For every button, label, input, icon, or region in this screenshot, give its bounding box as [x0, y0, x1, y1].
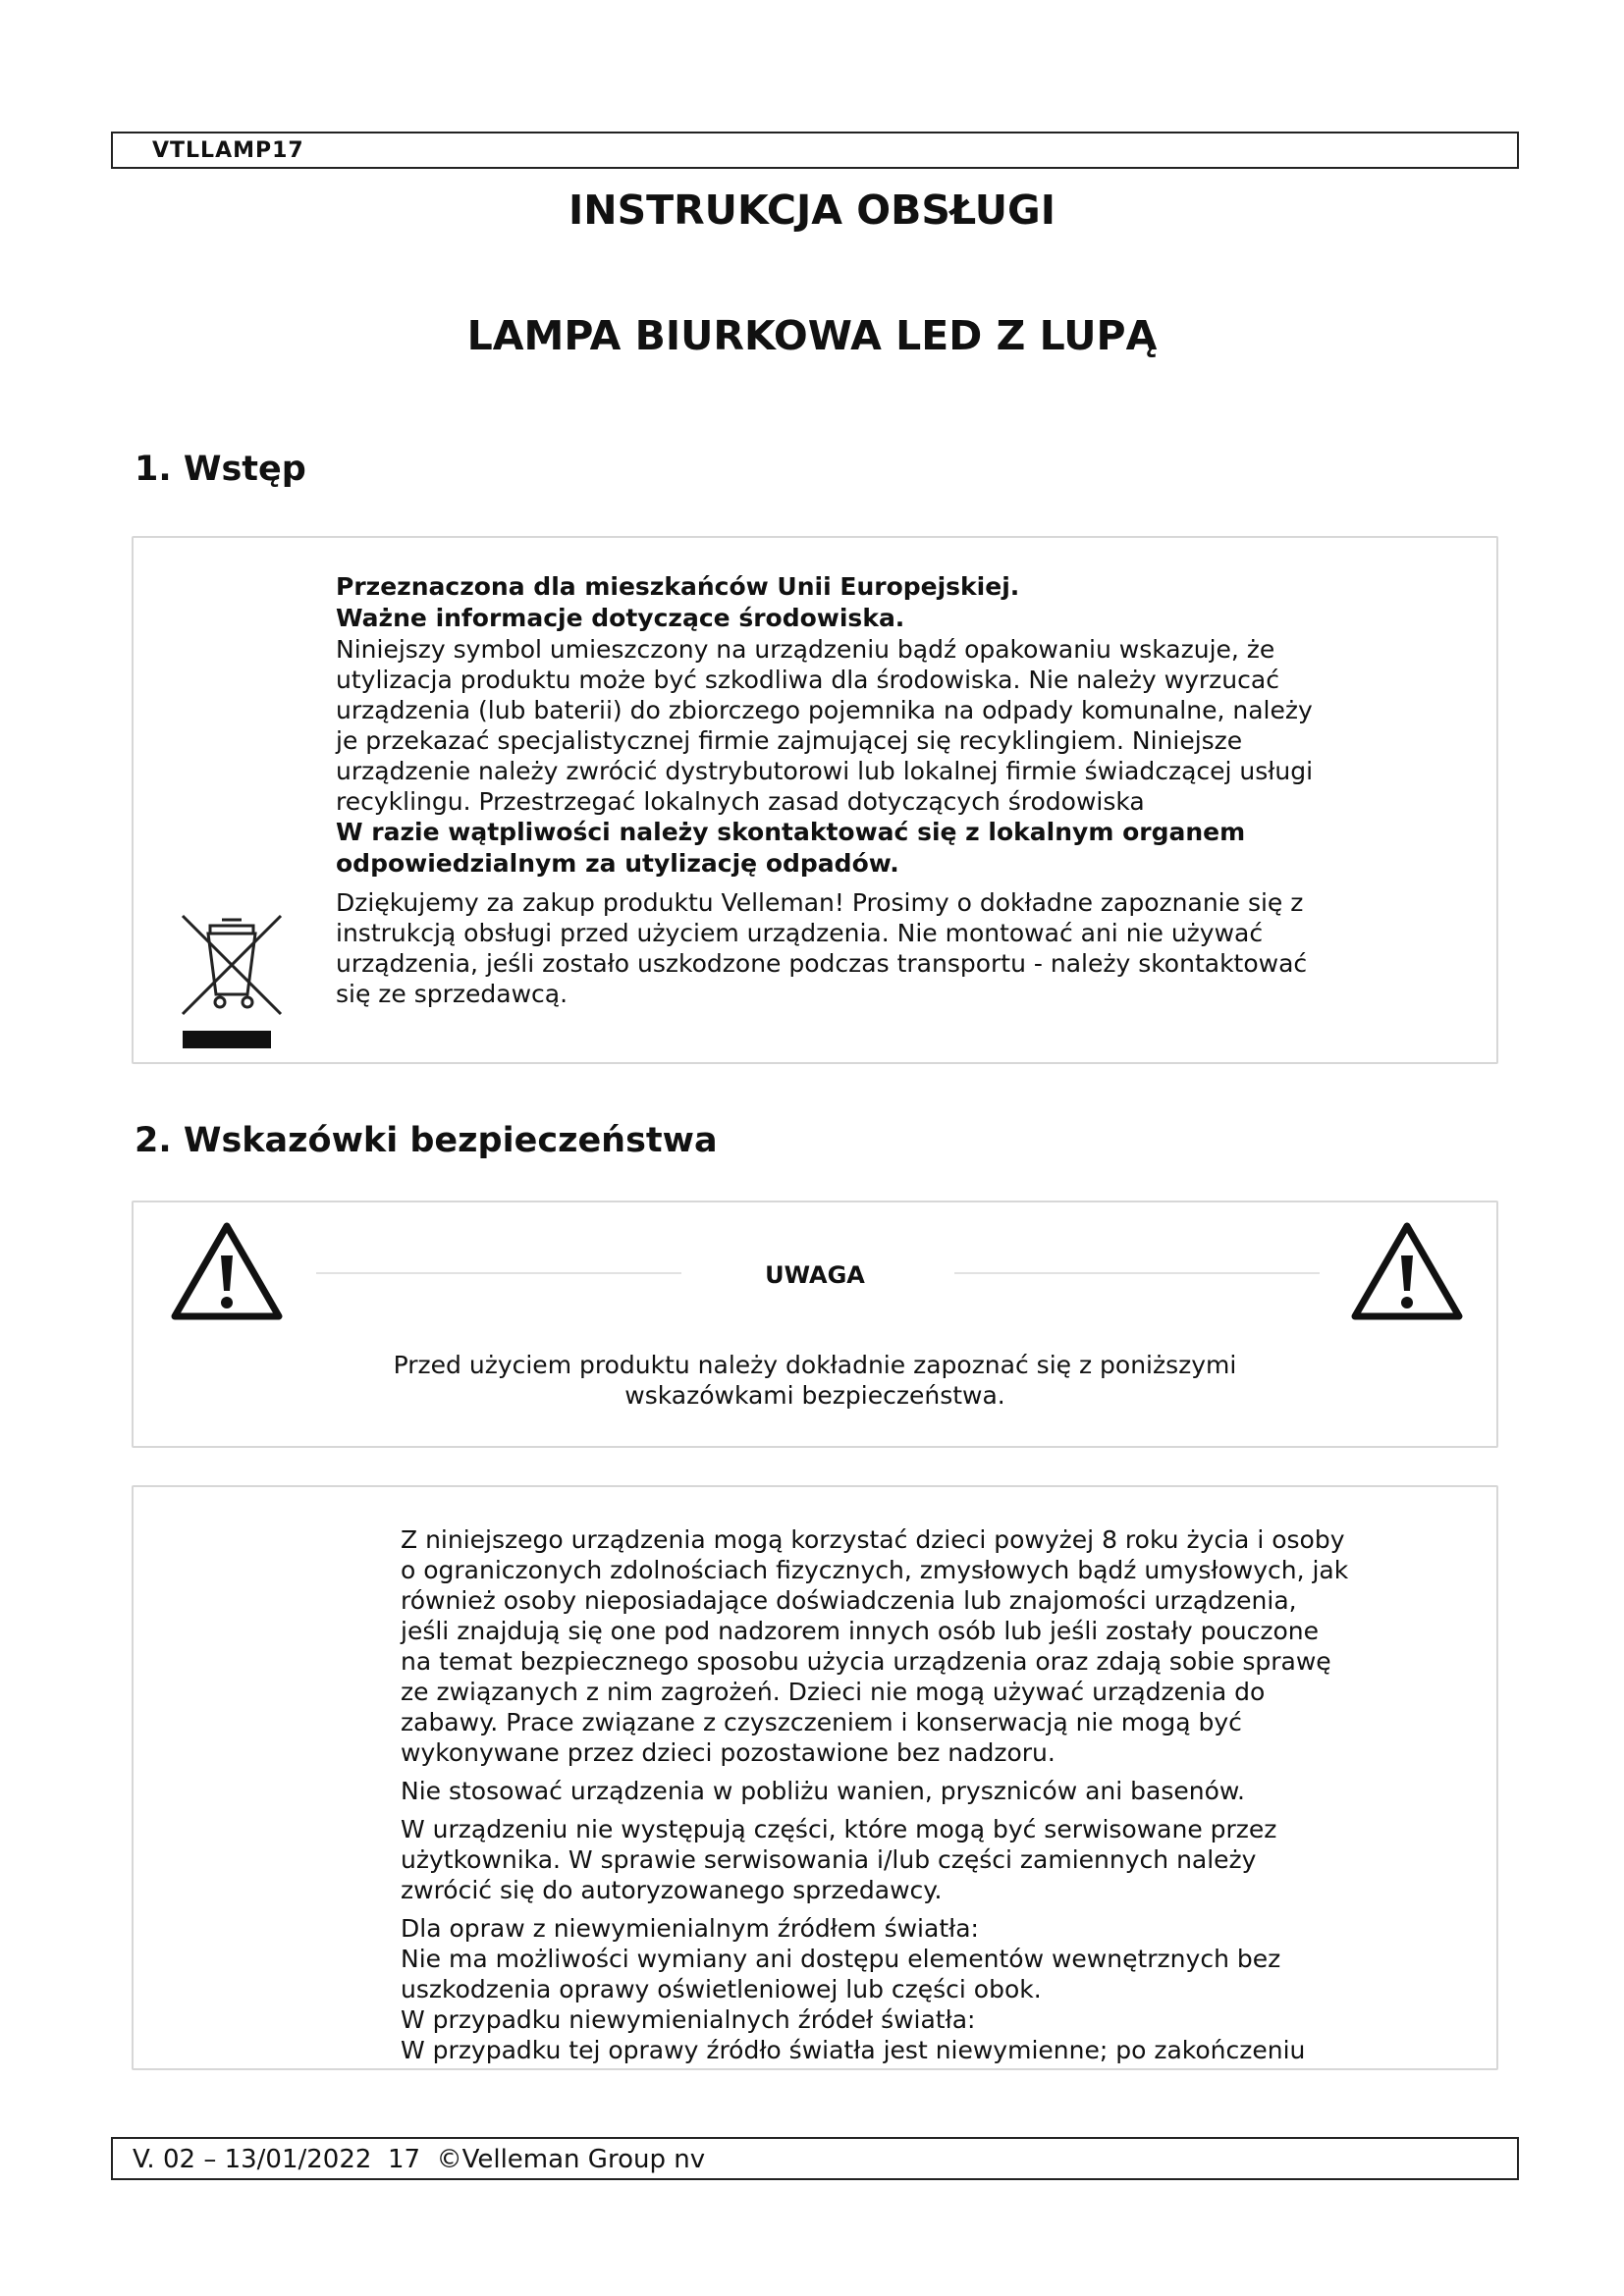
- safety-line: również osoby nieposiadające doświadczenia lub znajomości urządzenia,: [401, 1586, 1297, 1615]
- thanks-line: Dziękujemy za zakup produktu Velleman! Prosimy o dokładne zapoznanie się z: [336, 888, 1304, 917]
- safety-line: W przypadku niewymienialnych źródeł światła:: [401, 2005, 976, 2034]
- env-title: Ważne informacje dotyczące środowiska.: [336, 604, 905, 632]
- warning-label: UWAGA: [765, 1261, 865, 1289]
- warning-text-line: wskazówkami bezpieczeństwa.: [624, 1381, 1005, 1410]
- safety-line: W urządzeniu nie występują części, które mogą być serwisowane przez: [401, 1815, 1277, 1843]
- weee-crossed-bin-icon: [173, 906, 291, 1053]
- warning-triangle-icon: [1349, 1220, 1465, 1322]
- intro-card: [132, 536, 1498, 1064]
- safety-line: zabawy. Prace związane z czyszczeniem i konserwacją nie mogą być: [401, 1708, 1242, 1736]
- eu-line: Przeznaczona dla mieszkańców Unii Europejskiej.: [336, 572, 1020, 601]
- doubt-line: W razie wątpliwości należy skontaktować się z lokalnym organem: [336, 818, 1246, 846]
- product-code: VTLLAMP17: [152, 138, 304, 163]
- intro-text: [336, 571, 1475, 1009]
- safety-line: jeśli znajdują się one pod nadzorem innych osób lub jeśli zostały pouczone: [401, 1617, 1319, 1645]
- safety-line: Dla opraw z niewymienialnym źródłem światła:: [401, 1914, 979, 1943]
- env-line: urządzenia (lub baterii) do zbiorczego pojemnika na odpady komunalne, należy: [336, 696, 1313, 724]
- safety-text: [401, 1524, 1481, 2065]
- footer-box: [111, 2137, 1519, 2180]
- env-line: Niniejszy symbol umieszczony na urządzeniu bądź opakowaniu wskazuje, że: [336, 635, 1275, 664]
- safety-line: ze związanych z nim zagrożeń. Dzieci nie mogą używać urządzenia do: [401, 1678, 1266, 1706]
- env-line: utylizacja produktu może być szkodliwa dla środowiska. Nie należy wyrzucać: [336, 666, 1279, 694]
- footer-version: V. 02 – 13/01/2022: [133, 2145, 372, 2174]
- safety-line: Nie ma możliwości wymiany ani dostępu elementów wewnętrznych bez: [401, 1945, 1281, 1973]
- safety-line: Z niniejszego urządzenia mogą korzystać dzieci powyżej 8 roku życia i osoby: [401, 1525, 1345, 1554]
- header-box: [111, 132, 1519, 169]
- env-line: urządzenie należy zwrócić dystrybutorowi lub lokalnej firmie świadczącej usługi: [336, 757, 1314, 785]
- safety-line: uszkodzenia oprawy oświetleniowej lub części obok.: [401, 1975, 1042, 2003]
- env-line: recyklingu. Przestrzegać lokalnych zasad dotyczących środowiska: [336, 787, 1145, 816]
- safety-card: [132, 1485, 1498, 2070]
- thanks-line: urządzenia, jeśli zostało uszkodzone podczas transportu - należy skontaktować: [336, 949, 1308, 978]
- thanks-line: się ze sprzedawcą.: [336, 980, 568, 1008]
- safety-line: Nie stosować urządzenia w pobliżu wanien, pryszniców ani basenów.: [401, 1777, 1245, 1805]
- footer-copyright: ©Velleman Group nv: [436, 2145, 706, 2174]
- doubt-line: odpowiedzialnym za utylizację odpadów.: [336, 849, 899, 878]
- safety-line: na temat bezpiecznego sposobu użycia urządzenia oraz zdają sobie sprawę: [401, 1647, 1331, 1676]
- warning-text: [134, 1350, 1496, 1411]
- safety-line: W przypadku tej oprawy źródło światła jest niewymienne; po zakończeniu: [401, 2036, 1306, 2064]
- safety-line: o ograniczonych zdolnościach fizycznych, zmysłowych bądź umysłowych, jak: [401, 1556, 1349, 1584]
- safety-line: zwrócić się do autoryzowanego sprzedawcy.: [401, 1876, 943, 1904]
- safety-line: wykonywane przez dzieci pozostawione bez nadzoru.: [401, 1738, 1056, 1767]
- document-subtitle: LAMPA BIURKOWA LED Z LUPĄ: [466, 312, 1158, 359]
- thanks-line: instrukcją obsługi przed użyciem urządzenia. Nie montować ani nie używać: [336, 919, 1264, 947]
- section-heading-intro: 1. Wstęp: [135, 450, 306, 489]
- warning-text-line: Przed użyciem produktu należy dokładnie zapoznać się z poniższymi: [393, 1351, 1237, 1379]
- safety-line: użytkownika. W sprawie serwisowania i/lub części zamiennych należy: [401, 1845, 1257, 1874]
- document-title: INSTRUKCJA OBSŁUGI: [568, 187, 1056, 234]
- footer-text: [133, 2145, 705, 2174]
- footer-page-number: 17: [387, 2145, 421, 2174]
- divider-line: [954, 1272, 1320, 1274]
- env-line: je przekazać specjalistycznej firmie zajmującej się recyklingiem. Niniejsze: [336, 726, 1243, 755]
- warning-card: [132, 1201, 1498, 1448]
- section-heading-safety: 2. Wskazówki bezpieczeństwa: [135, 1121, 718, 1160]
